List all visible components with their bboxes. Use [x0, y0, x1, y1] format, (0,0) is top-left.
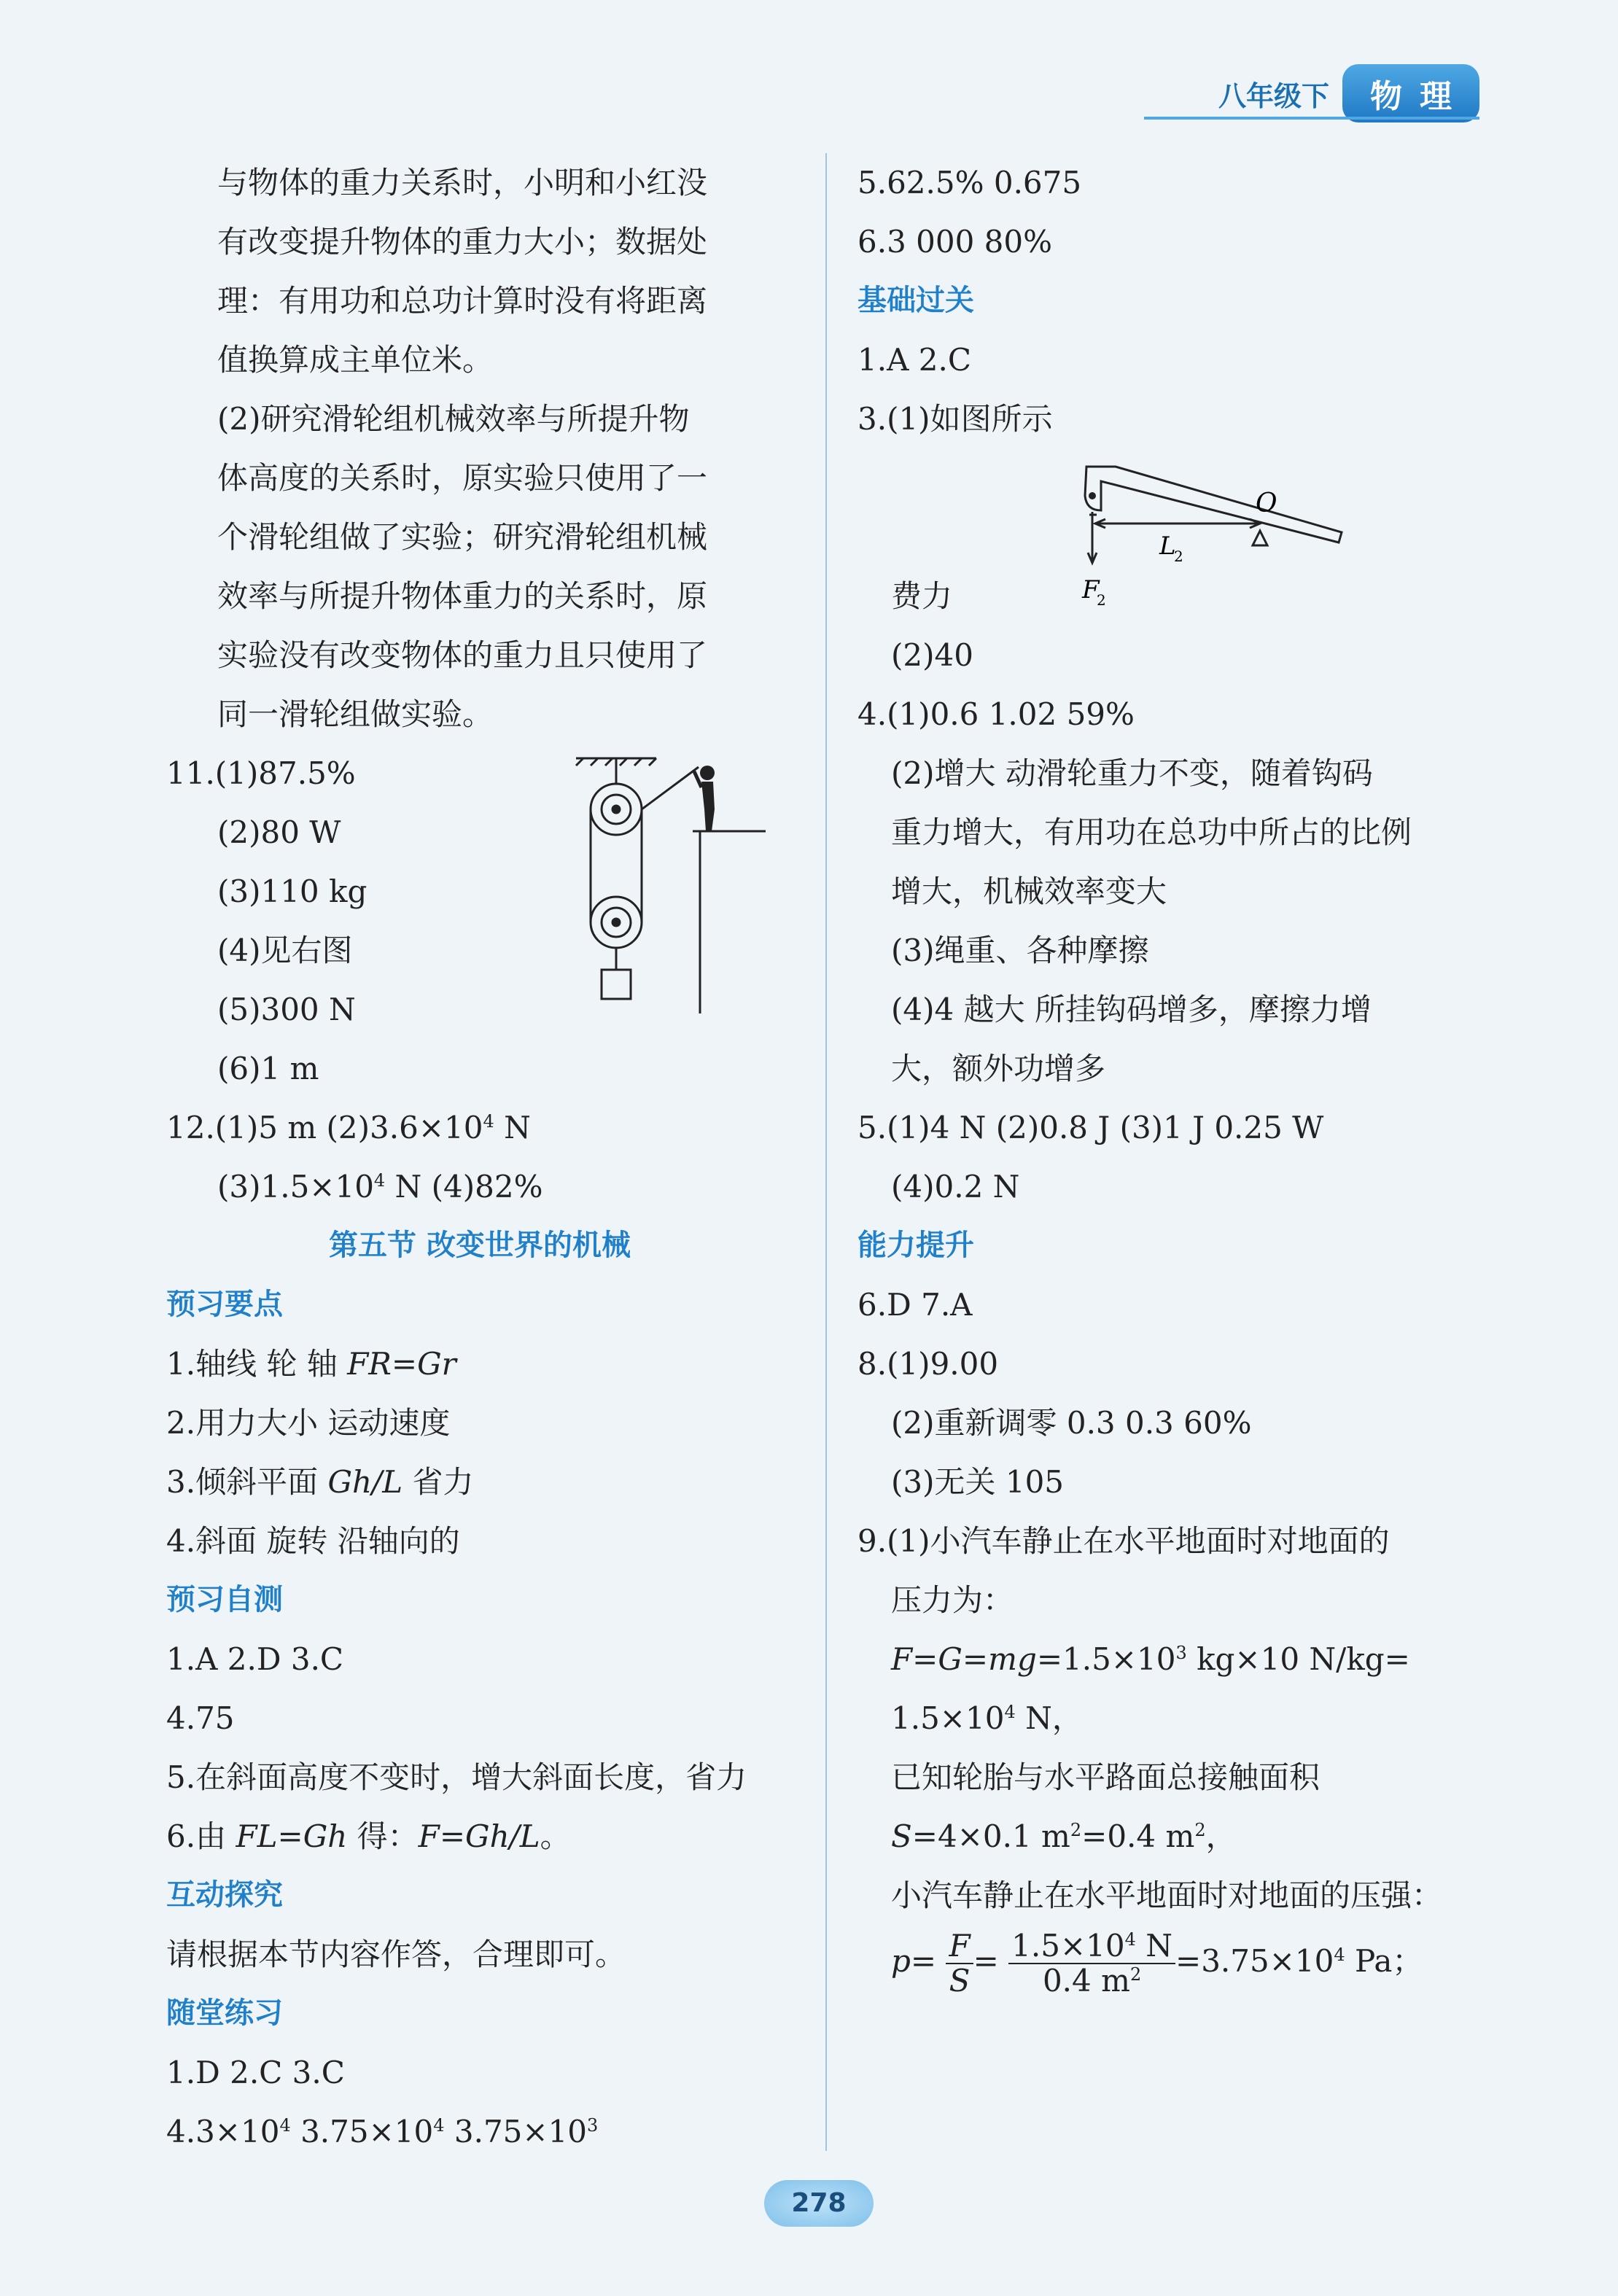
text-run: 0.4 m — [1042, 1963, 1130, 1999]
text-line: 4.斜面 旋转 沿轴向的 — [166, 1523, 460, 1559]
text-line: 增大，机械效率变大 — [891, 873, 1167, 909]
text-line: 体高度的关系时，原实验只使用了一 — [217, 460, 708, 496]
exponent: 3 — [587, 2115, 599, 2136]
text-run: kg×10 N/kg= — [1186, 1641, 1410, 1677]
text-run: 得： — [347, 1818, 419, 1854]
fraction-f-over-s — [946, 1929, 973, 1998]
text-run: 1.5×10 — [891, 1700, 1005, 1736]
math-var: F — [418, 1818, 440, 1854]
math-var: F — [891, 1641, 913, 1677]
numerator — [1008, 1929, 1175, 1964]
math-var: Gr — [417, 1346, 456, 1382]
header-underline — [1144, 117, 1479, 120]
right-column — [857, 153, 1485, 1998]
math-var: Gh — [303, 1818, 348, 1854]
text-line: 1.A 2.C — [857, 342, 971, 378]
page-number: 278 — [764, 2180, 874, 2227]
text-line: 1.A 2.D 3.C — [166, 1641, 344, 1677]
exponent: 3 — [1175, 1643, 1187, 1663]
text-run: =1.5×10 — [1036, 1641, 1176, 1677]
text-line: 与物体的重力关系时，小明和小红没 — [217, 165, 708, 201]
text-line: 重力增大，有用功在总功中所占的比例 — [891, 814, 1412, 850]
text-line — [857, 1807, 1485, 1866]
left-column — [166, 153, 793, 2161]
text-line: (3)无关 105 — [891, 1464, 1065, 1500]
text-line: 效率与所提升物体重力的关系时，原 — [217, 578, 708, 614]
text-line: (5)300 N — [217, 992, 356, 1027]
text-line: (2)80 W — [217, 814, 341, 850]
text-run: 1.5×10 — [1011, 1928, 1125, 1964]
text-line: 5.在斜面高度不变时，增大斜面长度，省力 — [166, 1759, 747, 1795]
text-line: 1.D 2.C 3.C — [166, 2055, 345, 2090]
paragraph-1 — [166, 153, 793, 389]
text-line: (2)40 — [891, 637, 973, 673]
fraction-values — [1008, 1929, 1175, 1998]
denominator: S — [949, 1963, 971, 1999]
math-var: mg — [988, 1641, 1037, 1677]
heading-nengli-tisheng: 能力提升 — [857, 1229, 974, 1262]
exponent: 2 — [1129, 1964, 1142, 1985]
text-line — [166, 1334, 793, 1393]
label-O: O — [1256, 489, 1277, 518]
text-run: = — [391, 1346, 418, 1382]
text-run: = — [912, 1641, 938, 1677]
grade-label: 八年级下 — [1218, 79, 1329, 112]
text-line: 个滑轮组做了实验；研究滑轮组机械 — [217, 519, 708, 555]
text-run: = — [910, 1943, 937, 1979]
text-line: (2)重新调零 0.3 0.3 60% — [891, 1405, 1252, 1441]
text-run: =3.75×10 — [1175, 1943, 1334, 1979]
text-line: 小汽车静止在水平地面时对地面的压强： — [891, 1877, 1443, 1913]
exponent: 2 — [1194, 1820, 1206, 1840]
pressure-formula — [857, 1925, 1485, 1998]
math-var: Gh/L — [327, 1464, 403, 1500]
text-line — [857, 1630, 1485, 1689]
text-line — [166, 1807, 793, 1866]
text-line: 11.(1)87.5% — [166, 755, 356, 791]
text-run: N — [1135, 1928, 1172, 1964]
text-line: 6.3 000 80% — [857, 224, 1053, 260]
section-title: 第五节 改变世界的机械 — [329, 1229, 631, 1262]
text-run: 3.75×10 — [444, 2114, 588, 2149]
paragraph-2 — [166, 389, 793, 744]
text-line — [166, 1098, 793, 1157]
text-run: = — [439, 1818, 466, 1854]
math-var: Gh/L — [465, 1818, 540, 1854]
heading-jichu-guoguan: 基础过关 — [857, 284, 974, 317]
exponent: 4 — [433, 2115, 445, 2136]
text-run: = — [277, 1818, 303, 1854]
text-line — [857, 1689, 1485, 1748]
text-line: 已知轮胎与水平路面总接触面积 — [891, 1759, 1321, 1795]
text-line: 实验没有改变物体的重力且只使用了 — [217, 637, 708, 673]
exponent: 4 — [483, 1111, 494, 1132]
text-run: =4×0.1 m — [911, 1818, 1070, 1854]
text-run: Pa； — [1345, 1943, 1423, 1979]
text-line: 理：有用功和总功计算时没有将距离 — [217, 283, 708, 319]
text-line: 值换算成主单位米。 — [217, 342, 494, 378]
text-run: 省力 — [402, 1464, 474, 1500]
text-line: (4)0.2 N — [891, 1169, 1020, 1205]
text-line: (4)见右图 — [217, 933, 353, 968]
text-line: 压力为： — [891, 1582, 1014, 1618]
math-var: G — [938, 1641, 962, 1677]
answer-12 — [166, 1098, 793, 1216]
text-line: 同一滑轮组做实验。 — [217, 696, 494, 732]
text-run: =0.4 m — [1081, 1818, 1195, 1854]
exponent: 4 — [373, 1170, 386, 1191]
text-line: (2)研究滑轮组机械效率与所提升物 — [217, 401, 690, 437]
text-line: 请根据本节内容作答，合理即可。 — [166, 1937, 626, 1972]
numerator: F — [946, 1929, 973, 1964]
text-line: (6)1 m — [217, 1051, 319, 1086]
heading-yuxi-yaodian: 预习要点 — [166, 1288, 283, 1321]
pulley-figure — [569, 751, 787, 1028]
heading-yuxi-zice: 预习自测 — [166, 1583, 283, 1616]
text-line: 有改变提升物体的重力大小；数据处 — [217, 224, 708, 260]
text-run: N — [494, 1110, 531, 1145]
math-var: FR — [347, 1346, 392, 1382]
text-line: 4.(1)0.6 1.02 59% — [857, 696, 1135, 732]
text-line: 5.62.5% 0.675 — [857, 165, 1082, 201]
exponent: 4 — [1124, 1929, 1136, 1950]
math-var: FL — [236, 1818, 278, 1854]
text-line: 6.D 7.A — [857, 1287, 973, 1323]
text-line — [166, 1452, 793, 1511]
text-line — [166, 1157, 793, 1216]
pivot-dot — [1089, 492, 1096, 499]
column-divider — [825, 153, 827, 2151]
text-run: 4.3×10 — [166, 2114, 280, 2149]
text-run: 1.轴线 轮 轴 — [166, 1346, 348, 1382]
text-line: 9.(1)小汽车静止在水平地面时对地面的 — [857, 1523, 1390, 1559]
text-line: 3.(1)如图所示 — [857, 401, 1053, 437]
heading-hudong-tanjiu: 互动探究 — [166, 1878, 283, 1912]
text-run: 3.倾斜平面 — [166, 1464, 328, 1500]
text-line: (3)绳重、各种摩擦 — [891, 933, 1149, 968]
subject-label: 物理 — [1342, 64, 1479, 122]
text-run: N (4)82% — [385, 1169, 543, 1205]
text-run: = — [973, 1943, 999, 1979]
text-run: = — [962, 1641, 989, 1677]
exponent: 4 — [279, 2115, 291, 2136]
text-run: 6.由 — [166, 1818, 236, 1854]
text-run: 12.(1)5 m (2)3.6×10 — [166, 1110, 483, 1145]
exponent: 4 — [1334, 1945, 1345, 1965]
lever-figure — [1072, 452, 1349, 620]
text-line: (3)110 kg — [217, 873, 367, 909]
label-F-sub: 2 — [1097, 591, 1106, 609]
text-run: 。 — [540, 1818, 571, 1854]
exponent: 4 — [1004, 1702, 1016, 1722]
text-line: 大，额外功增多 — [891, 1051, 1106, 1086]
text-run: (3)1.5×10 — [217, 1169, 374, 1205]
text-run: 3.75×10 — [290, 2114, 434, 2149]
label-F: F — [1082, 575, 1100, 604]
text-run: ， — [1205, 1818, 1237, 1854]
heading-suitang-lianxi: 随堂练习 — [166, 1996, 283, 2030]
text-line: (4)4 越大 所挂钩码增多，摩擦力增 — [891, 992, 1372, 1027]
math-var: p — [891, 1943, 911, 1979]
math-var: S — [891, 1818, 912, 1854]
text-line: (2)增大 动滑轮重力不变，随着钩码 — [891, 755, 1373, 791]
text-line: 费力 — [891, 578, 953, 614]
text-line: 2.用力大小 运动速度 — [166, 1405, 451, 1441]
text-line — [166, 2102, 793, 2161]
page-header — [1218, 64, 1479, 122]
exponent: 2 — [1070, 1820, 1082, 1840]
text-line: 8.(1)9.00 — [857, 1346, 999, 1382]
label-L-sub: 2 — [1174, 548, 1183, 565]
text-line: 5.(1)4 N (2)0.8 J (3)1 J 0.25 W — [857, 1110, 1324, 1145]
text-line: 4.75 — [166, 1700, 235, 1736]
text-run: N， — [1015, 1700, 1083, 1736]
denominator — [1008, 1964, 1175, 1998]
label-L: L — [1159, 532, 1176, 561]
